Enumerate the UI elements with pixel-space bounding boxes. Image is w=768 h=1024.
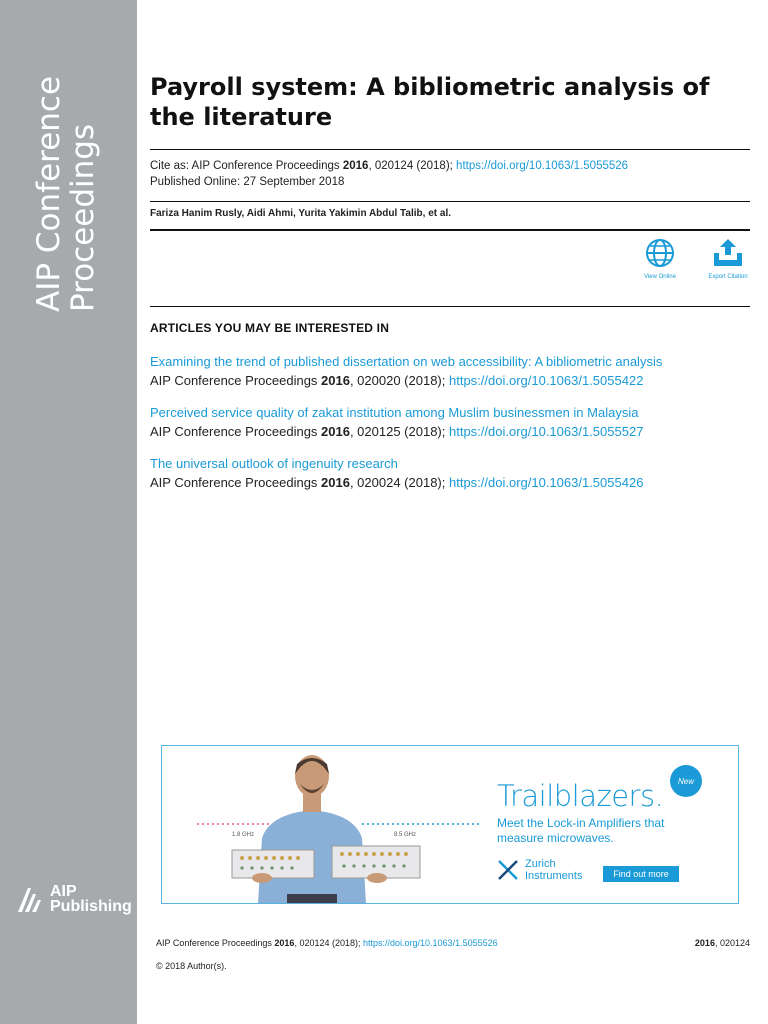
divider [150, 229, 750, 231]
publisher-line1: AIP [50, 883, 77, 900]
divider [150, 306, 750, 307]
view-online-label: View Online [644, 274, 676, 280]
related-cite-prefix: AIP Conference Proceedings [150, 475, 322, 490]
related-cite-prefix: AIP Conference Proceedings [150, 424, 322, 439]
related-article [150, 352, 750, 390]
advertisement-banner[interactable] [161, 745, 739, 904]
paper-title: Payroll system: A bibliometric analysis of the literature [150, 73, 710, 131]
related-doi-link[interactable]: https://doi.org/10.1063/1.5055426 [448, 475, 644, 490]
related-cite-rest: , 020020 (2018); [349, 373, 449, 388]
publisher-logo [16, 884, 132, 914]
freq-label-right: 8.5 GHz [394, 832, 417, 838]
cite-rest: , 020124 (2018); [368, 160, 457, 172]
ad-subtext: Meet the Lock-in Amplifiers that measure microwaves. [497, 816, 665, 845]
cite-prefix: Cite as: AIP Conference Proceedings [150, 160, 343, 172]
related-article [150, 403, 750, 441]
zurich-instruments-logo [497, 858, 582, 882]
journal-name-line1: AIP Conference [31, 75, 67, 312]
freq-label-left: 1.8 GHz [232, 832, 255, 838]
aip-logo-icon [16, 884, 48, 914]
related-heading: ARTICLES YOU MAY BE INTERESTED IN [150, 321, 390, 335]
new-badge: New [670, 765, 702, 797]
footer-citation [156, 938, 498, 948]
ad-photo-person-with-instruments [162, 746, 482, 903]
journal-name-line2: Proceedings [65, 123, 101, 312]
export-citation-button[interactable] [698, 238, 758, 280]
paper-doi-link[interactable]: https://doi.org/10.1063/1.5055526 [456, 160, 629, 172]
related-cite-volume: 2016 [321, 373, 350, 388]
journal-name [32, 76, 100, 312]
divider [150, 149, 750, 150]
footer-doi-link[interactable]: https://doi.org/10.1063/1.5055526 [363, 938, 498, 948]
find-out-more-button[interactable]: Find out more [603, 866, 679, 882]
brand-line1: Zurich [525, 858, 556, 870]
footer-cite-rest: , 020124 (2018); [294, 938, 363, 948]
authors: Fariza Hanim Rusly, Aidi Ahmi, Yurita Yakimin Abdul Talib, et al. [150, 208, 451, 219]
citation-block [150, 158, 628, 190]
related-cite-prefix: AIP Conference Proceedings [150, 373, 322, 388]
footer-page-rest: , 020124 [714, 938, 750, 948]
related-cite-rest: , 020125 (2018); [349, 424, 449, 439]
copyright: © 2018 Author(s). [156, 961, 227, 971]
export-citation-label: Export Citation [708, 274, 748, 280]
published-date: Published Online: 27 September 2018 [150, 176, 345, 188]
related-article-title[interactable]: Examining the trend of published dissertation on web accessibility: A bibliometric analysis [150, 354, 663, 369]
sidebar [0, 0, 137, 1024]
view-online-button[interactable] [630, 238, 690, 280]
related-doi-link[interactable]: https://doi.org/10.1063/1.5055527 [448, 424, 644, 439]
related-article-title[interactable]: Perceived service quality of zakat institution among Muslim businessmen in Malaysia [150, 405, 639, 420]
export-icon [711, 238, 745, 268]
footer-cite-volume: 2016 [274, 938, 295, 948]
globe-icon [645, 238, 675, 268]
related-article [150, 454, 750, 492]
related-article-title[interactable]: The universal outlook of ingenuity research [150, 456, 398, 471]
footer-cite-prefix: AIP Conference Proceedings [156, 938, 275, 948]
related-cite-volume: 2016 [321, 475, 350, 490]
publisher-line2: Publishing [50, 898, 132, 915]
footer-page-number [695, 938, 750, 948]
related-cite-rest: , 020024 (2018); [349, 475, 449, 490]
footer-page-volume: 2016 [694, 938, 715, 948]
related-doi-link[interactable]: https://doi.org/10.1063/1.5055422 [448, 373, 644, 388]
brand-line2: Instruments [525, 870, 583, 882]
related-cite-volume: 2016 [321, 424, 350, 439]
ad-headline: Trailblazers. [497, 779, 664, 813]
cite-volume: 2016 [342, 160, 369, 172]
zurich-instruments-icon [497, 859, 519, 881]
divider [150, 201, 750, 202]
